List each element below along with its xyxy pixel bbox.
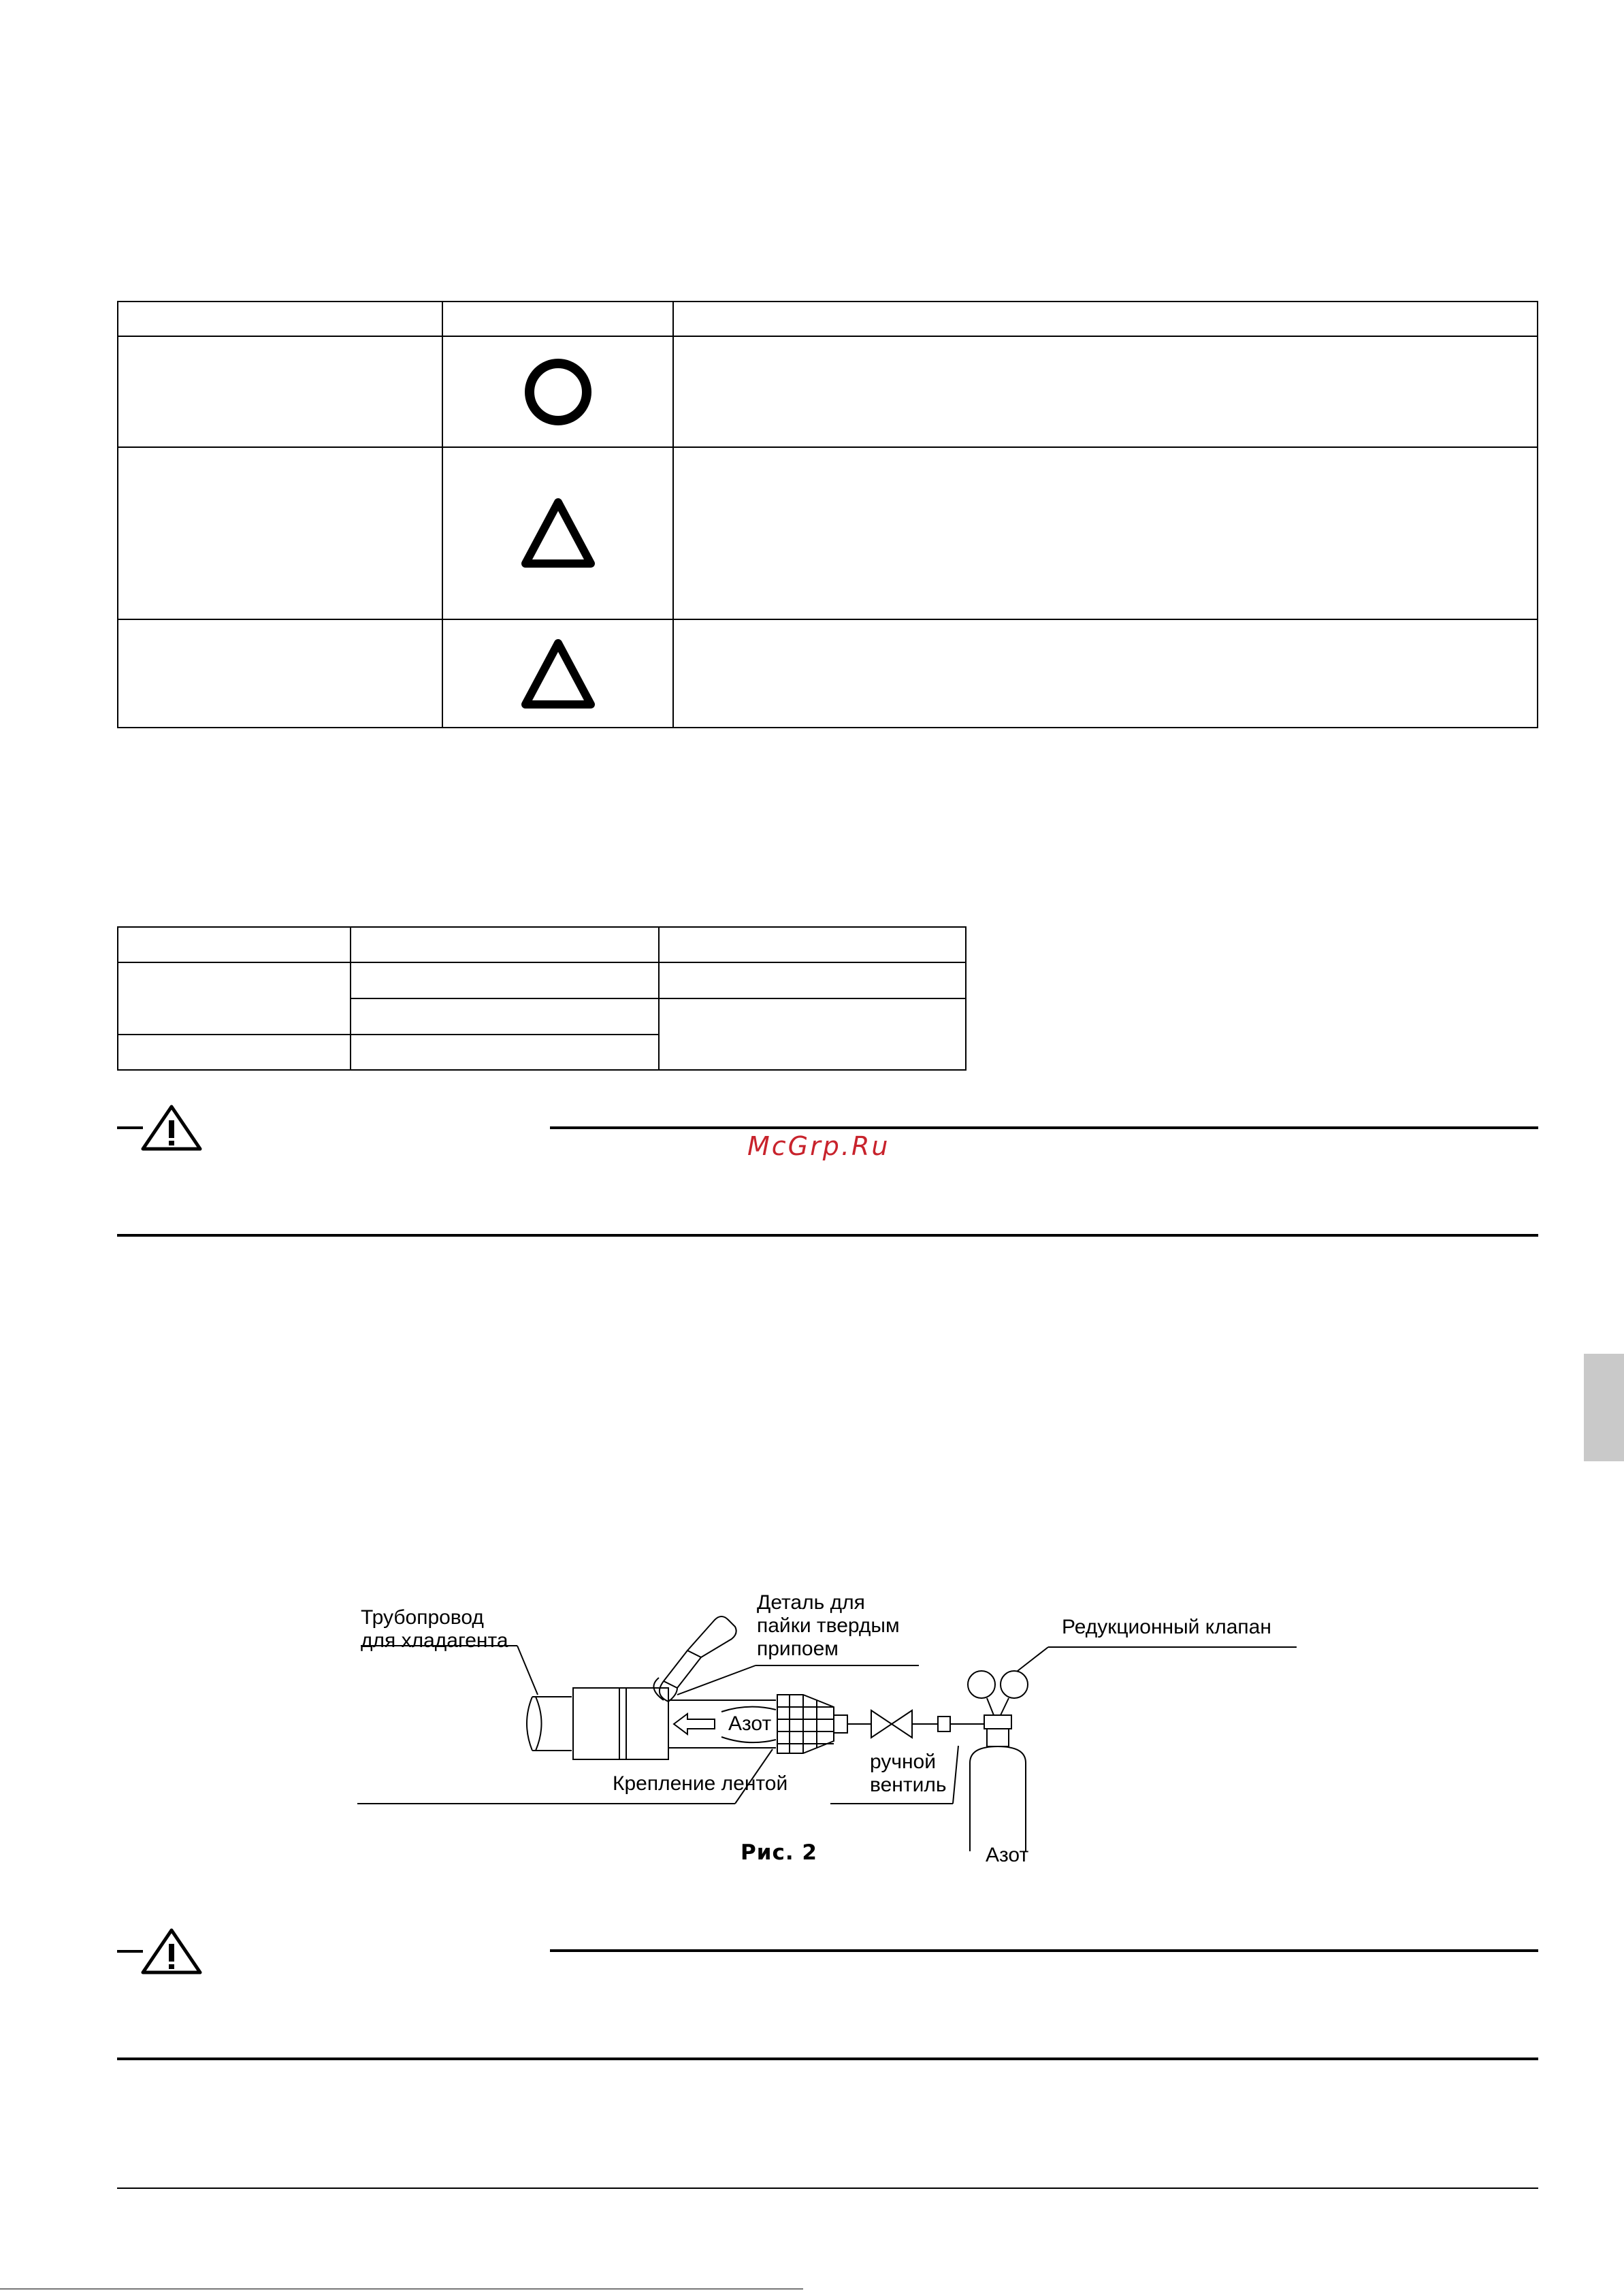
manual-valve-label-line: вентиль <box>870 1774 947 1796</box>
symbol-table <box>117 301 1538 728</box>
caution-bottom-rule <box>117 2058 1538 2060</box>
pipe-label-line: для хладагента <box>361 1629 508 1652</box>
column-divider <box>672 302 674 727</box>
caution-bottom-rule <box>117 1234 1538 1237</box>
caution-marker <box>117 1104 206 1156</box>
manual-valve-label <box>870 1751 947 1797</box>
triangle-symbol-icon <box>443 620 672 728</box>
brazing-part-label <box>757 1591 900 1661</box>
footer-rule <box>117 2188 1538 2189</box>
figure-caption: Рис. 2 <box>741 1840 817 1865</box>
brazing-diagram <box>354 1593 1307 1879</box>
caution-marker <box>117 1928 206 1980</box>
brazing-label-line: Деталь для <box>757 1591 865 1614</box>
watermark: McGrp.Ru <box>747 1131 890 1161</box>
symbol-table-row <box>118 446 1537 620</box>
brazing-label-line: припоем <box>757 1638 839 1660</box>
symbol-table-row <box>118 336 1537 448</box>
triangle-symbol-icon <box>443 448 672 619</box>
circle-symbol-icon <box>443 337 672 446</box>
manual-valve-label-line: ручной <box>870 1751 936 1773</box>
section-tab-marker <box>1584 1354 1624 1461</box>
pipe-label-line: Трубопровод <box>361 1606 484 1629</box>
material-table <box>117 926 967 1071</box>
caution-top-rule <box>550 1126 1538 1129</box>
taping-label: Крепление лентой <box>613 1772 788 1795</box>
page-edge-rule <box>0 2288 803 2290</box>
pipe-label <box>361 1606 508 1653</box>
reducing-valve-label: Редукционный клапан <box>1062 1616 1271 1638</box>
nitrogen-flow-label: Азот <box>728 1712 772 1735</box>
caution-top-rule <box>550 1949 1538 1952</box>
nitrogen-cylinder-label: Азот <box>986 1844 1029 1866</box>
brazing-label-line: пайки твердым <box>757 1614 900 1637</box>
symbol-table-header-row <box>118 302 1537 337</box>
